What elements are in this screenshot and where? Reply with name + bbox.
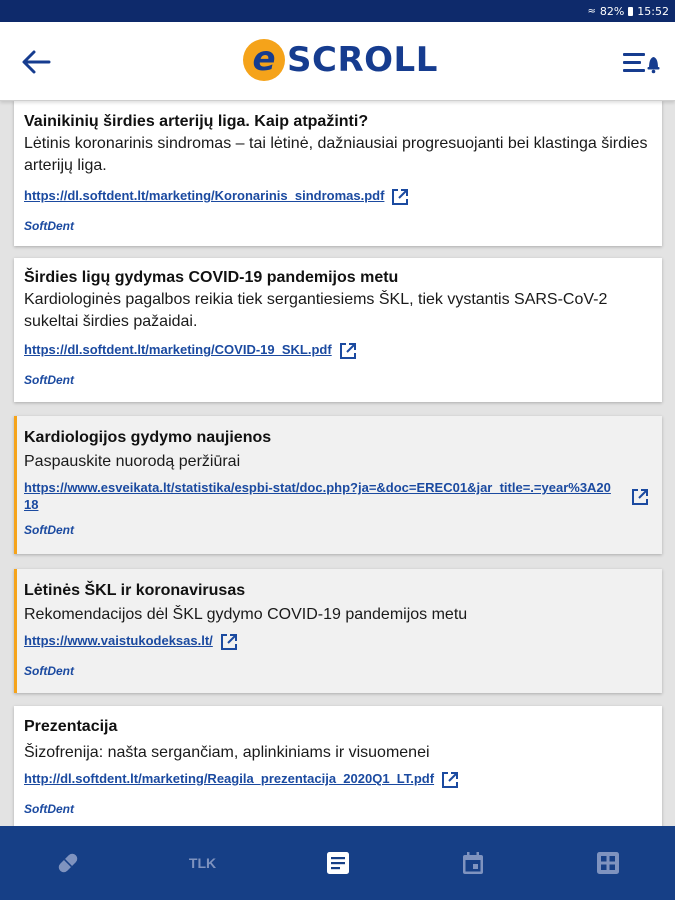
open-external-icon[interactable]: [440, 770, 460, 790]
nav-item-tlk[interactable]: [163, 826, 243, 900]
pill-icon: [55, 850, 81, 876]
article-card[interactable]: [14, 569, 662, 693]
menu-notifications-button[interactable]: [621, 46, 661, 80]
arrow-left-icon: [21, 49, 51, 75]
article-link-row: [24, 632, 650, 652]
article-description: Šizofrenija: našta sergančiam, aplinkiniams ir visuomenei: [24, 744, 430, 761]
open-external-icon[interactable]: [630, 487, 650, 507]
nav-item-medicines[interactable]: [28, 826, 108, 900]
article-link[interactable]: http://dl.softdent.lt/marketing/Reagila_prezentacija_2020Q1_LT.pdf: [24, 771, 435, 786]
article-card[interactable]: [14, 100, 662, 246]
article-description: Lėtinis koronarinis sindromas – tai lėtinė, dažniausiai progresuojanti bei klastinga širdies arterijų liga.: [24, 135, 648, 174]
article-description: Kardiologinės pagalbos reikia tiek sergantiesiems ŠKL, tiek vystantis SARS-CoV-2 sukeltai širdies pažaidai.: [24, 291, 608, 330]
logo-text: SCROLL: [287, 40, 438, 80]
open-external-icon[interactable]: [338, 341, 358, 361]
article-title: Vainikinių širdies arterijų liga. Kaip atpažinti?: [24, 113, 369, 130]
article-link-row: [24, 479, 650, 513]
open-external-icon[interactable]: [390, 187, 410, 207]
article-source: SoftDent: [24, 219, 74, 233]
article-link[interactable]: https://dl.softdent.lt/marketing/Koronarinis_sindromas.pdf: [24, 188, 385, 203]
nav-item-articles[interactable]: [298, 826, 378, 900]
battery-icon: [628, 7, 633, 16]
article-card[interactable]: [14, 706, 662, 826]
article-card[interactable]: [14, 258, 662, 402]
battery-percentage: 82%: [599, 4, 625, 18]
menu-bell-icon: [621, 46, 661, 80]
logo-e-mark: e: [243, 39, 285, 81]
calendar-icon: [460, 850, 486, 876]
nav-item-dashboard[interactable]: [568, 826, 648, 900]
article-source: SoftDent: [24, 664, 74, 678]
article-link-row: [24, 770, 650, 790]
article-title: Kardiologijos gydymo naujienos: [24, 429, 272, 446]
back-button[interactable]: [16, 42, 56, 82]
wifi-icon: ≈: [587, 5, 596, 17]
article-source: SoftDent: [24, 373, 74, 387]
nav-tlk-label: TLK: [188, 855, 217, 871]
article-source: SoftDent: [24, 523, 74, 537]
article-source: SoftDent: [24, 802, 74, 816]
open-external-icon[interactable]: [219, 632, 239, 652]
bottom-navigation: [0, 826, 675, 900]
status-bar: [0, 0, 675, 22]
article-link[interactable]: https://dl.softdent.lt/marketing/COVID-19_SKL.pdf: [24, 342, 332, 357]
article-link[interactable]: https://www.vaistukodeksas.lt/: [24, 633, 213, 648]
article-title: Prezentacija: [24, 718, 118, 735]
article-link-row: [24, 187, 650, 207]
article-title: Širdies ligų gydymas COVID-19 pandemijos metu: [24, 269, 399, 286]
status-time: 15:52: [637, 4, 669, 18]
article-list: [0, 100, 675, 826]
article-description: Paspauskite nuorodą peržiūrai: [24, 453, 241, 470]
article-link-row: [24, 341, 650, 361]
article-title: Lėtinės ŠKL ir koronavirusas: [24, 582, 246, 599]
article-card[interactable]: [14, 416, 662, 554]
article-description: Rekomendacijos dėl ŠKL gydymo COVID-19 pandemijos metu: [24, 606, 468, 623]
article-link[interactable]: https://www.esveikata.lt/statistika/espbi-stat/doc.php?ja=&doc=EREC01&jar_title=.=year%3A2018: [24, 480, 611, 512]
grid-icon: [595, 850, 621, 876]
app-header: [0, 22, 675, 101]
article-icon: [325, 850, 351, 876]
nav-item-calendar[interactable]: [433, 826, 513, 900]
escroll-logo: [243, 38, 438, 82]
